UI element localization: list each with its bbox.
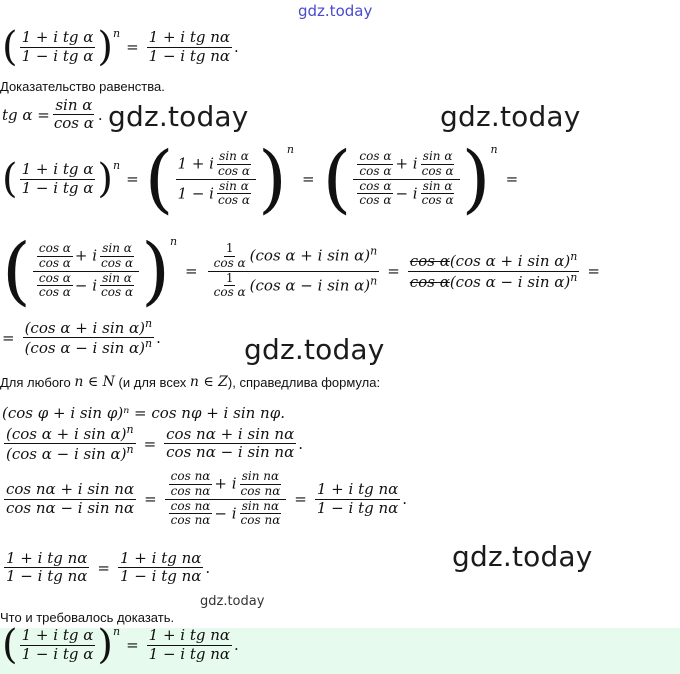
conclusion-text: Что и требовалось доказать. [0,610,175,625]
left-paren: ( [2,24,18,70]
watermark: gdz.today [452,540,593,573]
reduced-result: = $\frac{(\cos \alpha + i \sin \alpha)^n}{(\cos \alpha - i \sin \alpha)^n}$ . [2,317,161,358]
divide-by-cos: $\frac{\text{cos nα + i sin nα}}{\text{cos nα − i sin nα}}$ = $\frac{\text{cos nα}}{\text{cos nα}}$ + i $\frac{\text{sin nα}}{\text{cos nα}}$ $\frac{\text{cos nα}}{\text{cos nα}}$ − i $\frac{\text{sin nα}}{\text{cos nα}}$ = $\frac{\text{1 + i tg nα}}{\text{1 − i tg nα}}$ . [6,469,408,528]
expansion-step-1: ( 1 + i tg α 1 − i tg α ) n = ( 1 + i $\frac{\text{sin α}}{\text{cos α}}$ 1 − i $\frac{\text{sin α}}{\text{cos α}}$ ) n = ( $\frac{\text{cos α}}{\text{cos α}}$ + i $\frac{\text{sin α}}{\text{cos α}}$ $\frac{\text{cos α}}{\text{cos α}}$ − i $\frac{\text{sin α}}{\text{cos α}}$ ) n = [2,136,519,222]
statement-equation: ( 1 + i tg α 1 − i tg α ) n = $\frac{\text{1 + i tg nα}}{\text{1 − i tg nα}}$ . [2,24,239,70]
right-paren: ) [97,24,113,70]
watermark: gdz.today [244,333,385,366]
tg-definition: tg α = $\frac{\text{sin α}}{\text{cos α}}$ . [2,96,103,133]
watermark: gdz.today [108,100,249,133]
equation-result: $\frac{\text{1 + i tg nα}}{\text{1 − i tg nα}}$ = $\frac{\text{1 + i tg nα}}{\text{1 − i tg nα}}$ . [6,549,211,586]
demoivre-applied: $\frac{(\cos \alpha + i \sin \alpha)^n}{(\cos \alpha - i \sin \alpha)^n}$ = $\frac{\text{cos nα + i sin nα}}{\text{cos nα − i sin nα}}$ . [6,423,303,464]
formula-sentence: Для любого n ∈ N (и для всех n ∈ Z ), справедлива формула: [0,374,381,390]
expansion-step-2: ( $\frac{\text{cos α}}{\text{cos α}}$ + i $\frac{\text{sin α}}{\text{cos α}}$ $\frac{\text{cos α}}{\text{cos α}}$ − i $\frac{\text{sin α}}{\text{cos α}}$ ) n = $\frac{1}{\text{cos α}}$ (cos α + i sin α)$^n$ $\frac{1}{\text{cos α}}$ (cos α − i sin α)$^n$ = $\frac{\cos \alpha(\cos \alpha + i \sin \alpha)^n}{\cos \alpha(\cos \alpha - i \sin \alpha)^n}$ = [2,228,600,314]
proof-title: Доказательство равенства. [0,79,165,94]
final-equation: ( 1 + i tg α 1 − i tg α ) n = $\frac{\text{1 + i tg nα}}{\text{1 − i tg nα}}$ . [2,622,239,668]
demoivre-formula: (cos φ + i sin φ)ⁿ = cos nφ + i sin nφ. [2,404,285,422]
rhs-fraction: $\frac{\text{1 + i tg nα}}{\text{1 − i tg nα}}$ [148,28,231,65]
watermark-small: gdz.today [200,594,265,609]
watermark: gdz.today [440,100,581,133]
watermark-top: gdz.today [298,2,373,20]
lhs-fraction: 1 + i tg α 1 − i tg α [21,28,94,65]
